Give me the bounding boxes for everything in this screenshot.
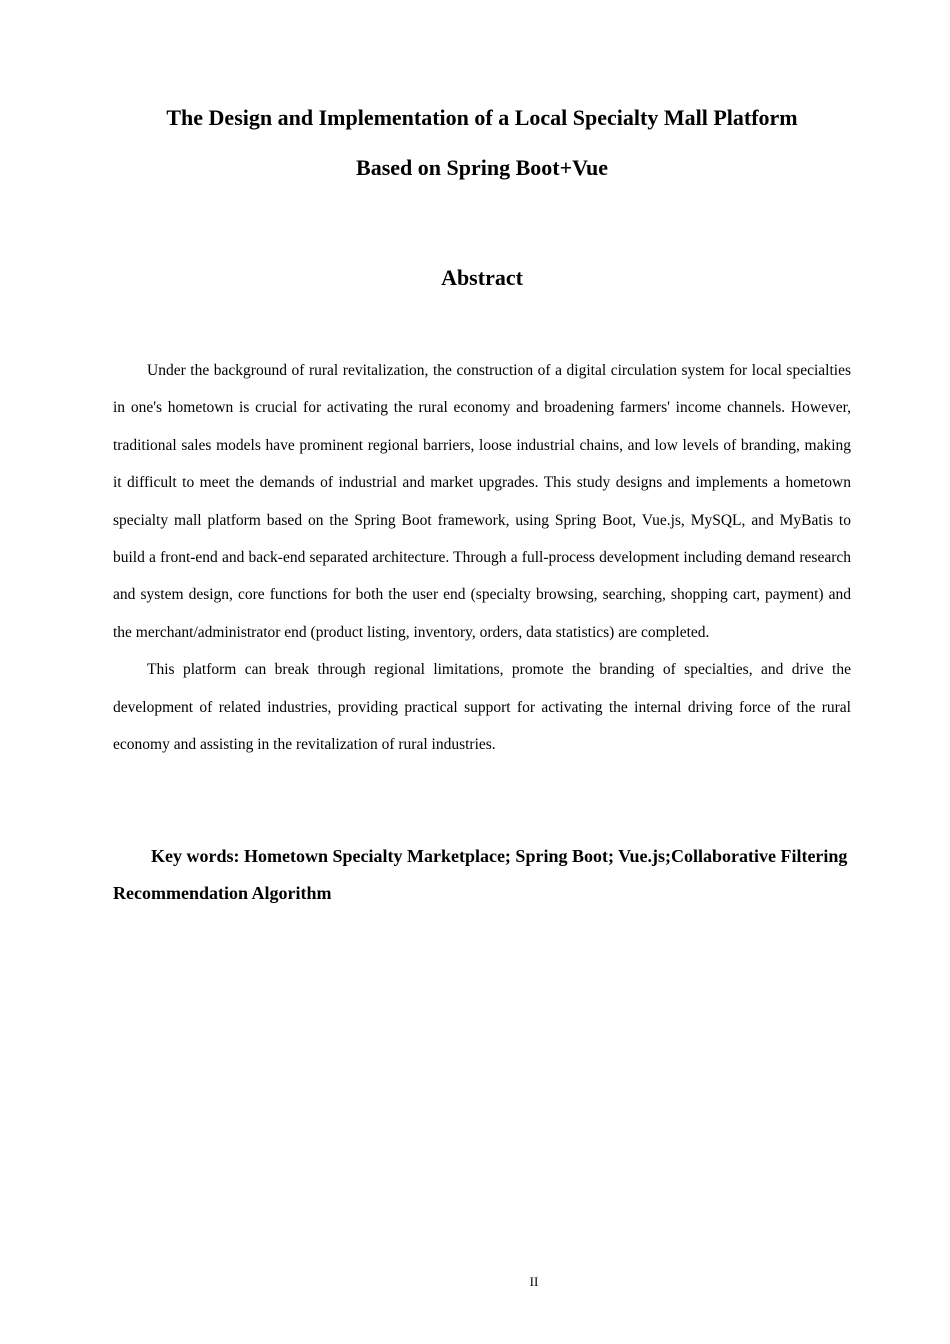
paper-title-line-1: The Design and Implementation of a Local Specialty Mall Platform xyxy=(166,105,798,130)
page-number: II xyxy=(529,1274,539,1289)
abstract-body xyxy=(113,352,851,763)
paper-title-line-2: Based on Spring Boot+Vue xyxy=(356,155,608,180)
abstract-heading: Abstract xyxy=(441,265,523,290)
paper-title xyxy=(113,93,851,193)
abstract-paragraph-1: Under the background of rural revitalization, the construction of a digital circulation system for local specialties in one's hometown is crucial for activating the rural economy and broadening farmers' income channels. However, traditional sales models have prominent regional barriers, loose industrial chains, and low levels of branding, making it difficult to meet the demands of industrial and market upgrades. This study designs and implements a hometown specialty mall platform based on the Spring Boot framework, using Spring Boot, Vue.js, MySQL, and MyBatis to build a front-end and back-end separated architecture. Through a full-process development including demand research and system design, core functions for both the user end (specialty browsing, searching, shopping cart, payment) and the merchant/administrator end (product listing, inventory, orders, data statistics) are completed. xyxy=(113,362,851,641)
keywords: Key words: Hometown Specialty Marketplace; Spring Boot; Vue.js;Collaborative Filtering Recommendation Algorithm xyxy=(113,846,848,903)
abstract-paragraph-2: This platform can break through regional limitations, promote the branding of specialties, and drive the development of related industries, providing practical support for activating the internal driving force of the rural economy and assisting in the revitalization of rural industries. xyxy=(113,661,851,754)
